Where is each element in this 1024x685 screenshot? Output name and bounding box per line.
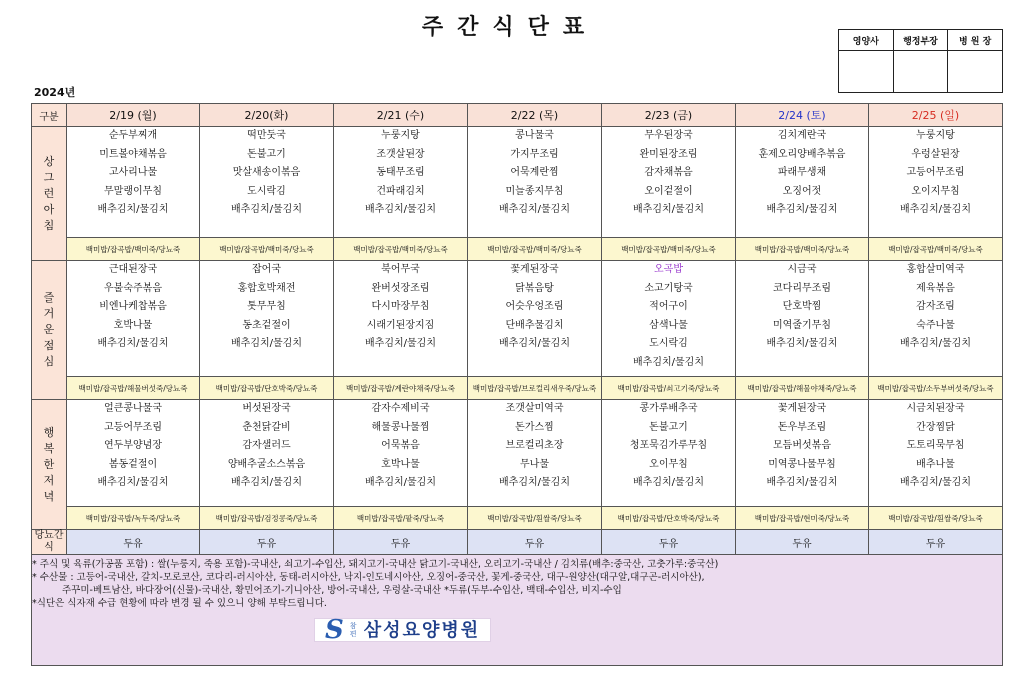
menu-item: 호박나물: [381, 458, 420, 470]
menu-item: 돈불고기: [247, 148, 286, 160]
day-header-4: 2/23 (금): [602, 104, 736, 127]
menu-item: 누룽지탕: [916, 130, 955, 141]
snack-cell: 두유: [468, 530, 602, 555]
dinner-menu-cell: [468, 400, 602, 507]
menu-item: 감자샐러드: [242, 440, 291, 451]
menu-item: 도시락김: [247, 185, 286, 197]
menu-item: 소고기탕국: [644, 282, 693, 294]
snack-row: [32, 530, 1003, 555]
breakfast-menu-cell: [602, 127, 736, 238]
lunch-rice-row: [32, 377, 1003, 400]
meal-name: 상그런아침: [43, 154, 55, 232]
menu-item: 건파래김치: [376, 185, 425, 197]
dinner-menu-cell: [200, 400, 334, 507]
menu-item: 배추김치/물김치: [97, 338, 169, 349]
dinner-menu-cell: [602, 400, 736, 507]
menu-item: 배추김치/물김치: [499, 204, 570, 215]
menu-item: 배추김치/물김치: [633, 477, 704, 488]
menu-item: 북어무국: [381, 264, 420, 275]
snack-cell: 두유: [67, 530, 200, 555]
weekly-menu-table: [31, 103, 1003, 666]
menu-item: 홍합호박채전: [237, 282, 296, 294]
lunch-menu-cell: [67, 261, 200, 377]
dinner-rice-row: [32, 507, 1003, 530]
hospital-name: 삼성요양병원: [363, 619, 481, 641]
breakfast-menu-cell: [869, 127, 1003, 238]
notes-line: 주꾸미-베트남산, 바다장어(신물)-국내산, 황민어조기-기니아산, 방어-국내산, 우렁살-국내산 *두류(두부-수입산, 백태-수입산, 비지-수입: [62, 585, 622, 596]
rice-porridge-cell: 백미밥/잡곡밥/백미죽/당뇨죽: [468, 238, 602, 261]
lunch-menu-cell: [736, 261, 869, 377]
menu-item: 무우된장국: [644, 130, 693, 141]
hospital-logo: [314, 614, 491, 645]
menu-item: 오징어젓: [782, 185, 822, 197]
menu-item: 배추김치/물김치: [499, 477, 570, 488]
menu-item: 숙주나물: [916, 319, 955, 331]
rice-porridge-cell: 백미밥/잡곡밥/흰쌀죽/당뇨죽: [468, 507, 602, 530]
menu-item: 시금국: [787, 264, 817, 275]
menu-item: 배추김치/물김치: [365, 477, 436, 488]
lunch-menu-cell: [200, 261, 334, 377]
day-header-5: 2/24 (토): [736, 104, 869, 127]
menu-item: 배추김치/물김치: [633, 204, 704, 215]
day-header-1: 2/20(화): [200, 104, 334, 127]
menu-item: 고등어무조림: [104, 421, 162, 433]
menu-item: 얼큰콩나물국: [104, 403, 162, 414]
menu-item: 콩나물국: [515, 130, 554, 141]
approval-director: 병 원 장: [948, 30, 1003, 51]
page-title: 주간식단표: [421, 15, 599, 40]
rice-porridge-cell: 백미밥/잡곡밥/브로컬리새우죽/당뇨죽: [468, 377, 602, 400]
menu-item: 오이겉절이: [644, 185, 693, 197]
breakfast-menu-cell: [67, 127, 200, 238]
rice-porridge-cell: 백미밥/잡곡밥/팥죽/당뇨죽: [334, 507, 468, 530]
menu-item: 오곡밥: [654, 264, 683, 275]
rice-porridge-cell: 백미밥/잡곡밥/검정콩죽/당뇨죽: [200, 507, 334, 530]
menu-item: 톳무무침: [247, 301, 286, 312]
rice-porridge-cell: 백미밥/잡곡밥/현미죽/당뇨죽: [736, 507, 869, 530]
menu-item: 배추김치/물김치: [97, 477, 169, 488]
menu-item: 배추김치/물김치: [900, 204, 971, 215]
rice-porridge-cell: 백미밥/잡곡밥/계란야채죽/당뇨죽: [334, 377, 468, 400]
menu-item: 배추김치/물김치: [365, 204, 436, 215]
menu-item: 어묵계란찜: [510, 167, 559, 178]
day-header-6: 2/25 (일): [869, 104, 1003, 127]
breakfast-menu-cell: [468, 127, 602, 238]
menu-item: 근대된장국: [108, 264, 158, 275]
menu-item: 떡만둣국: [247, 130, 286, 141]
approval-box: [838, 29, 1003, 93]
rice-porridge-cell: 백미밥/잡곡밥/흰쌀죽/당뇨죽: [869, 507, 1003, 530]
approval-dietitian: 영양사: [839, 30, 894, 51]
snack-cell: 두유: [602, 530, 736, 555]
snack-label: 당뇨간식: [32, 530, 67, 555]
menu-item: 배추나물: [916, 458, 955, 470]
menu-item: 홍합살미역국: [906, 264, 965, 275]
menu-item: 버섯된장국: [242, 403, 291, 414]
menu-item: 우렁살된장: [911, 148, 960, 160]
year-label: 2024년: [34, 86, 76, 99]
lunch-label: [32, 261, 67, 400]
signature-cell[interactable]: [893, 51, 948, 93]
notes-line: * 수산물 : 고등어-국내산, 갈치-모로코산, 코다리-러시아산, 동태-러시아산, 낙지-인도네시아산, 오징어-중국산, 꽃게-중국산, 대구-원양산(대구알,대구곤-러시아산),: [32, 572, 705, 583]
menu-item: 돈가스찜: [515, 421, 554, 433]
lunch-menu-cell: [602, 261, 736, 377]
menu-item: 고등어무조림: [906, 167, 965, 178]
signature-cell[interactable]: [839, 51, 894, 93]
menu-item: 시래기된장지짐: [366, 319, 435, 331]
menu-item: 조갯살미역국: [505, 403, 564, 414]
menu-item: 배추김치/물김치: [900, 477, 971, 488]
menu-item: 배추김치/물김치: [499, 338, 570, 349]
rice-porridge-cell: 백미밥/잡곡밥/녹두죽/당뇨죽: [67, 507, 200, 530]
rice-porridge-cell: 백미밥/잡곡밥/백미죽/당뇨죽: [67, 238, 200, 261]
menu-item: 훈제오리양배추볶음: [758, 148, 846, 160]
menu-item: 적어구이: [649, 301, 688, 312]
menu-item: 배추김치/물김치: [766, 338, 838, 349]
dinner-row: [32, 400, 1003, 507]
menu-item: 도시락김: [649, 338, 688, 349]
menu-item: 오이무침: [649, 458, 688, 470]
menu-item: 미역줄기무침: [773, 319, 831, 331]
breakfast-label: [32, 127, 67, 261]
menu-item: 조갯살된장: [376, 148, 425, 160]
day-header-row: [32, 104, 1003, 127]
menu-item: 완미된장조림: [639, 148, 698, 160]
menu-item: 시금치된장국: [906, 403, 965, 414]
dinner-menu-cell: [67, 400, 200, 507]
rice-porridge-cell: 백미밥/잡곡밥/백미죽/당뇨죽: [736, 238, 869, 261]
rice-porridge-cell: 백미밥/잡곡밥/백미죽/당뇨죽: [869, 238, 1003, 261]
rice-porridge-cell: 백미밥/잡곡밥/해물야채죽/당뇨죽: [736, 377, 869, 400]
menu-item: 고사리나물: [108, 167, 158, 178]
menu-item: 잡어국: [252, 264, 281, 275]
menu-item: 미역콩나물무침: [768, 458, 836, 470]
menu-item: 돈불고기: [649, 421, 688, 433]
breakfast-row: [32, 127, 1003, 238]
rice-porridge-cell: 백미밥/잡곡밥/백미죽/당뇨죽: [602, 238, 736, 261]
menu-item: 어슷우엉조림: [505, 301, 564, 312]
rice-porridge-cell: 백미밥/잡곡밥/해물버섯죽/당뇨죽: [67, 377, 200, 400]
menu-item: 춘천닭갈비: [242, 421, 291, 433]
menu-item: 미트볼야채볶음: [99, 148, 167, 160]
menu-item: 배추김치/물김치: [97, 204, 169, 215]
dinner-label: [32, 400, 67, 530]
menu-item: 연두부양념장: [104, 440, 162, 451]
samsung-care-s-logo-icon: S: [325, 614, 344, 645]
menu-item: 누룽지탕: [381, 130, 420, 141]
menu-item: 다시마장무침: [371, 301, 430, 312]
snack-cell: 두유: [334, 530, 468, 555]
menu-item: 맛살새송이볶음: [232, 167, 301, 178]
day-header-2: 2/21 (수): [334, 104, 468, 127]
menu-item: 봄동겉절이: [108, 458, 158, 470]
breakfast-menu-cell: [200, 127, 334, 238]
menu-item: 무나물: [520, 458, 549, 470]
notes-line: * 주식 및 육류(가공품 포함) : 쌀(누룽지, 죽용 포함)-국내산, 쇠고기-수입산, 돼지고기-국내산 닭고기-국내산, 오리고기-국내산 / 김치류(배추:중국산, 고춧가루:중국산): [32, 559, 719, 570]
rice-porridge-cell: 백미밥/잡곡밥/단호박죽/당뇨죽: [200, 377, 334, 400]
day-header-3: 2/22 (목): [468, 104, 602, 127]
menu-item: 동태무조림: [376, 167, 425, 178]
menu-item: 꽃게된장국: [777, 403, 827, 414]
approval-admin-manager: 행정부장: [893, 30, 948, 51]
menu-item: 코다리무조림: [773, 282, 831, 294]
dinner-menu-cell: [736, 400, 869, 507]
breakfast-rice-row: [32, 238, 1003, 261]
menu-item: 콩가루배추국: [639, 403, 698, 414]
menu-item: 양배추굴소스볶음: [227, 458, 306, 470]
menu-item: 브로컬리초장: [505, 440, 564, 451]
rice-porridge-cell: 백미밥/잡곡밥/백미죽/당뇨죽: [200, 238, 334, 261]
menu-item: 닭볶음탕: [515, 282, 554, 294]
notes-section: [32, 555, 1003, 666]
menu-item: 돈우부조림: [777, 421, 827, 433]
menu-item: 청포묵김가루무침: [629, 440, 708, 451]
snack-cell: 두유: [200, 530, 334, 555]
lunch-menu-cell: [869, 261, 1003, 377]
logo-tag: 참편: [349, 622, 357, 638]
menu-item: 배추김치/물김치: [365, 338, 436, 349]
meal-name: 행복한저녁: [43, 425, 55, 503]
rice-porridge-cell: 백미밥/잡곡밥/백미죽/당뇨죽: [334, 238, 468, 261]
dinner-menu-cell: [869, 400, 1003, 507]
menu-item: 간장찜닭: [916, 421, 955, 433]
menu-item: 배추김치/물김치: [766, 204, 838, 215]
menu-item: 순두부찌개: [108, 130, 158, 141]
corner-label: 구분: [32, 104, 67, 127]
breakfast-menu-cell: [334, 127, 468, 238]
notes-line: *식단은 식자재 수급 현황에 따라 변경 될 수 있으니 양해 부탁드립니다.: [32, 598, 327, 609]
menu-item: 무말랭이무침: [104, 185, 162, 197]
lunch-row: [32, 261, 1003, 377]
menu-item: 어묵볶음: [381, 440, 420, 451]
menu-item: 완버섯장조림: [371, 282, 430, 294]
snack-cell: 두유: [869, 530, 1003, 555]
breakfast-menu-cell: [736, 127, 869, 238]
menu-item: 동초겉절이: [242, 319, 291, 331]
rice-porridge-cell: 백미밥/잡곡밥/단호박죽/당뇨죽: [602, 507, 736, 530]
menu-item: 모듬버섯볶음: [773, 440, 831, 451]
menu-item: 호박나물: [113, 319, 153, 331]
signature-cell[interactable]: [948, 51, 1003, 93]
menu-item: 비엔나케찹볶음: [99, 301, 167, 312]
rice-porridge-cell: 백미밥/잡곡밥/소두부버섯죽/당뇨죽: [869, 377, 1003, 400]
menu-item: 배추김치/물김치: [231, 204, 302, 215]
menu-item: 도토리묵무침: [906, 440, 965, 451]
menu-item: 단호박찜: [782, 301, 822, 312]
menu-item: 감자조림: [916, 301, 955, 312]
menu-item: 우불숙주볶음: [104, 282, 162, 294]
menu-item: 배추김치/물김치: [231, 338, 302, 349]
menu-item: 배추김치/물김치: [231, 477, 302, 488]
menu-item: 해물콩나물찜: [371, 421, 430, 433]
lunch-menu-cell: [468, 261, 602, 377]
menu-item: 단배추물김치: [505, 319, 564, 331]
menu-item: 파래무생채: [777, 167, 827, 178]
menu-item: 배추김치/물김치: [900, 338, 971, 349]
menu-item: 삼색나물: [649, 319, 688, 331]
menu-item: 가지무조림: [510, 148, 559, 160]
rice-porridge-cell: 백미밥/잡곡밥/쇠고기죽/당뇨죽: [602, 377, 736, 400]
menu-item: 감자수제비국: [371, 403, 430, 414]
snack-cell: 두유: [736, 530, 869, 555]
meal-name: 즐거운점심: [43, 291, 55, 368]
day-header-0: 2/19 (월): [67, 104, 200, 127]
menu-item: 감자채볶음: [644, 167, 693, 178]
lunch-menu-cell: [334, 261, 468, 377]
menu-item: 배추김치/물김치: [633, 356, 704, 368]
menu-item: 김치계란국: [777, 130, 827, 141]
menu-item: 오이지무침: [911, 185, 960, 197]
menu-item: 꽃게된장국: [510, 264, 559, 275]
menu-item: 미늘종지무침: [505, 185, 564, 197]
dinner-menu-cell: [334, 400, 468, 507]
menu-item: 배추김치/물김치: [766, 477, 838, 488]
menu-item: 제육볶음: [916, 282, 955, 294]
